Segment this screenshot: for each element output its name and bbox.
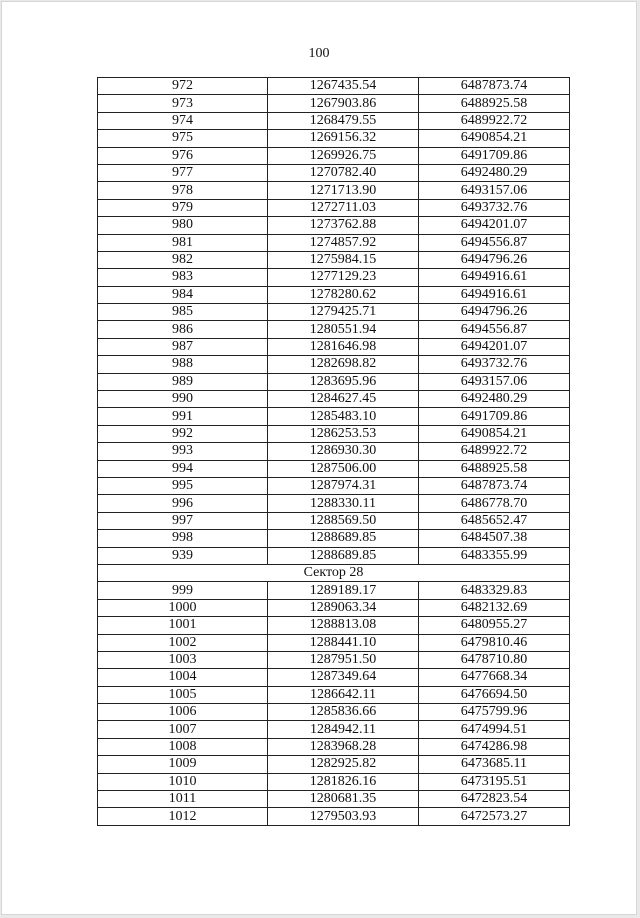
point-number-cell: 980 <box>98 217 268 234</box>
point-number-cell: 996 <box>98 495 268 512</box>
y-coordinate-cell: 6494556.87 <box>419 321 570 338</box>
point-number-cell: 986 <box>98 321 268 338</box>
x-coordinate-cell: 1279425.71 <box>268 304 419 321</box>
point-number-cell: 982 <box>98 251 268 268</box>
table-row <box>98 425 570 442</box>
table-row <box>98 686 570 703</box>
point-number-cell: 1006 <box>98 704 268 721</box>
table-row <box>98 808 570 825</box>
y-coordinate-cell: 6490854.21 <box>419 425 570 442</box>
point-number-cell: 987 <box>98 338 268 355</box>
point-number-cell: 984 <box>98 286 268 303</box>
x-coordinate-cell: 1272711.03 <box>268 199 419 216</box>
page-number: 100 <box>308 46 330 61</box>
point-number-cell: 1005 <box>98 686 268 703</box>
table-row <box>98 391 570 408</box>
table-row <box>98 495 570 512</box>
y-coordinate-cell: 6479810.46 <box>419 634 570 651</box>
y-coordinate-cell: 6482132.69 <box>419 599 570 616</box>
point-number-cell: 978 <box>98 182 268 199</box>
table-row <box>98 78 570 95</box>
point-number-cell: 976 <box>98 147 268 164</box>
x-coordinate-cell: 1288441.10 <box>268 634 419 651</box>
y-coordinate-cell: 6493732.76 <box>419 199 570 216</box>
table-row <box>98 182 570 199</box>
x-coordinate-cell: 1282698.82 <box>268 356 419 373</box>
table-row <box>98 112 570 129</box>
point-number-cell: 995 <box>98 477 268 494</box>
coordinates-table <box>97 77 570 826</box>
y-coordinate-cell: 6486778.70 <box>419 495 570 512</box>
x-coordinate-cell: 1288330.11 <box>268 495 419 512</box>
table-row <box>98 669 570 686</box>
point-number-cell: 1008 <box>98 738 268 755</box>
x-coordinate-cell: 1270782.40 <box>268 164 419 181</box>
x-coordinate-cell: 1274857.92 <box>268 234 419 251</box>
point-number-cell: 1004 <box>98 669 268 686</box>
y-coordinate-cell: 6475799.96 <box>419 704 570 721</box>
table-row <box>98 738 570 755</box>
point-number-cell: 973 <box>98 95 268 112</box>
y-coordinate-cell: 6476694.50 <box>419 686 570 703</box>
point-number-cell: 989 <box>98 373 268 390</box>
x-coordinate-cell: 1287506.00 <box>268 460 419 477</box>
table-row <box>98 704 570 721</box>
point-number-cell: 1001 <box>98 617 268 634</box>
x-coordinate-cell: 1283968.28 <box>268 738 419 755</box>
point-number-cell: 992 <box>98 425 268 442</box>
point-number-cell: 1011 <box>98 791 268 808</box>
x-coordinate-cell: 1281826.16 <box>268 773 419 790</box>
table-row <box>98 356 570 373</box>
point-number-cell: 994 <box>98 460 268 477</box>
point-number-cell: 983 <box>98 269 268 286</box>
y-coordinate-cell: 6483355.99 <box>419 547 570 564</box>
table-row <box>98 460 570 477</box>
x-coordinate-cell: 1282925.82 <box>268 756 419 773</box>
point-number-cell: 990 <box>98 391 268 408</box>
y-coordinate-cell: 6488925.58 <box>419 95 570 112</box>
table-row <box>98 443 570 460</box>
x-coordinate-cell: 1281646.98 <box>268 338 419 355</box>
table-row <box>98 651 570 668</box>
table-row <box>98 130 570 147</box>
table-row <box>98 164 570 181</box>
x-coordinate-cell: 1268479.55 <box>268 112 419 129</box>
y-coordinate-cell: 6485652.47 <box>419 512 570 529</box>
table-row <box>98 547 570 564</box>
point-number-cell: 1000 <box>98 599 268 616</box>
point-number-cell: 997 <box>98 512 268 529</box>
table-row <box>98 95 570 112</box>
point-number-cell: 985 <box>98 304 268 321</box>
point-number-cell: 1009 <box>98 756 268 773</box>
x-coordinate-cell: 1269926.75 <box>268 147 419 164</box>
x-coordinate-cell: 1285836.66 <box>268 704 419 721</box>
point-number-cell: 981 <box>98 234 268 251</box>
x-coordinate-cell: 1267435.54 <box>268 78 419 95</box>
x-coordinate-cell: 1287349.64 <box>268 669 419 686</box>
point-number-cell: 993 <box>98 443 268 460</box>
table-row <box>98 477 570 494</box>
x-coordinate-cell: 1284942.11 <box>268 721 419 738</box>
x-coordinate-cell: 1275984.15 <box>268 251 419 268</box>
table-row <box>98 373 570 390</box>
point-number-cell: 979 <box>98 199 268 216</box>
x-coordinate-cell: 1269156.32 <box>268 130 419 147</box>
y-coordinate-cell: 6494916.61 <box>419 286 570 303</box>
x-coordinate-cell: 1285483.10 <box>268 408 419 425</box>
y-coordinate-cell: 6488925.58 <box>419 460 570 477</box>
x-coordinate-cell: 1277129.23 <box>268 269 419 286</box>
y-coordinate-cell: 6489922.72 <box>419 112 570 129</box>
table-row <box>98 269 570 286</box>
point-number-cell: 991 <box>98 408 268 425</box>
table-row <box>98 721 570 738</box>
table-row <box>98 634 570 651</box>
table-row <box>98 147 570 164</box>
table-row <box>98 234 570 251</box>
table-row <box>98 530 570 547</box>
point-number-cell: 974 <box>98 112 268 129</box>
x-coordinate-cell: 1279503.93 <box>268 808 419 825</box>
y-coordinate-cell: 6493157.06 <box>419 373 570 390</box>
y-coordinate-cell: 6480955.27 <box>419 617 570 634</box>
y-coordinate-cell: 6487873.74 <box>419 477 570 494</box>
y-coordinate-cell: 6483329.83 <box>419 582 570 599</box>
y-coordinate-cell: 6484507.38 <box>419 530 570 547</box>
y-coordinate-cell: 6472573.27 <box>419 808 570 825</box>
x-coordinate-cell: 1284627.45 <box>268 391 419 408</box>
table-row <box>98 756 570 773</box>
table-row <box>98 321 570 338</box>
y-coordinate-cell: 6494916.61 <box>419 269 570 286</box>
y-coordinate-cell: 6494201.07 <box>419 338 570 355</box>
table-row <box>98 599 570 616</box>
y-coordinate-cell: 6487873.74 <box>419 78 570 95</box>
point-number-cell: 1007 <box>98 721 268 738</box>
x-coordinate-cell: 1287951.50 <box>268 651 419 668</box>
x-coordinate-cell: 1267903.86 <box>268 95 419 112</box>
table-row <box>98 582 570 599</box>
x-coordinate-cell: 1273762.88 <box>268 217 419 234</box>
y-coordinate-cell: 6492480.29 <box>419 391 570 408</box>
x-coordinate-cell: 1289063.34 <box>268 599 419 616</box>
table-row <box>98 408 570 425</box>
coordinates-table-body <box>98 78 570 826</box>
x-coordinate-cell: 1280681.35 <box>268 791 419 808</box>
point-number-cell: 988 <box>98 356 268 373</box>
table-row <box>98 304 570 321</box>
x-coordinate-cell: 1286253.53 <box>268 425 419 442</box>
x-coordinate-cell: 1288813.08 <box>268 617 419 634</box>
point-number-cell: 939 <box>98 547 268 564</box>
point-number-cell: 975 <box>98 130 268 147</box>
y-coordinate-cell: 6493157.06 <box>419 182 570 199</box>
x-coordinate-cell: 1287974.31 <box>268 477 419 494</box>
y-coordinate-cell: 6474994.51 <box>419 721 570 738</box>
y-coordinate-cell: 6494556.87 <box>419 234 570 251</box>
y-coordinate-cell: 6472823.54 <box>419 791 570 808</box>
y-coordinate-cell: 6493732.76 <box>419 356 570 373</box>
point-number-cell: 1003 <box>98 651 268 668</box>
y-coordinate-cell: 6489922.72 <box>419 443 570 460</box>
x-coordinate-cell: 1289189.17 <box>268 582 419 599</box>
y-coordinate-cell: 6490854.21 <box>419 130 570 147</box>
y-coordinate-cell: 6494201.07 <box>419 217 570 234</box>
table-row <box>98 217 570 234</box>
sector-heading-row <box>98 564 570 581</box>
point-number-cell: 1002 <box>98 634 268 651</box>
table-row <box>98 512 570 529</box>
x-coordinate-cell: 1271713.90 <box>268 182 419 199</box>
point-number-cell: 998 <box>98 530 268 547</box>
table-row <box>98 199 570 216</box>
x-coordinate-cell: 1286930.30 <box>268 443 419 460</box>
table-row <box>98 791 570 808</box>
table-row <box>98 338 570 355</box>
point-number-cell: 1010 <box>98 773 268 790</box>
y-coordinate-cell: 6491709.86 <box>419 147 570 164</box>
y-coordinate-cell: 6477668.34 <box>419 669 570 686</box>
y-coordinate-cell: 6473195.51 <box>419 773 570 790</box>
document-page <box>2 2 636 914</box>
x-coordinate-cell: 1283695.96 <box>268 373 419 390</box>
point-number-cell: 977 <box>98 164 268 181</box>
point-number-cell: 1012 <box>98 808 268 825</box>
x-coordinate-cell: 1288569.50 <box>268 512 419 529</box>
x-coordinate-cell: 1286642.11 <box>268 686 419 703</box>
x-coordinate-cell: 1278280.62 <box>268 286 419 303</box>
y-coordinate-cell: 6473685.11 <box>419 756 570 773</box>
x-coordinate-cell: 1280551.94 <box>268 321 419 338</box>
y-coordinate-cell: 6474286.98 <box>419 738 570 755</box>
table-row <box>98 617 570 634</box>
point-number-cell: 972 <box>98 78 268 95</box>
y-coordinate-cell: 6478710.80 <box>419 651 570 668</box>
y-coordinate-cell: 6494796.26 <box>419 304 570 321</box>
x-coordinate-cell: 1288689.85 <box>268 530 419 547</box>
sector-heading: Сектор 28 <box>98 564 570 581</box>
table-row <box>98 251 570 268</box>
y-coordinate-cell: 6494796.26 <box>419 251 570 268</box>
table-row <box>98 286 570 303</box>
x-coordinate-cell: 1288689.85 <box>268 547 419 564</box>
y-coordinate-cell: 6491709.86 <box>419 408 570 425</box>
point-number-cell: 999 <box>98 582 268 599</box>
y-coordinate-cell: 6492480.29 <box>419 164 570 181</box>
table-row <box>98 773 570 790</box>
